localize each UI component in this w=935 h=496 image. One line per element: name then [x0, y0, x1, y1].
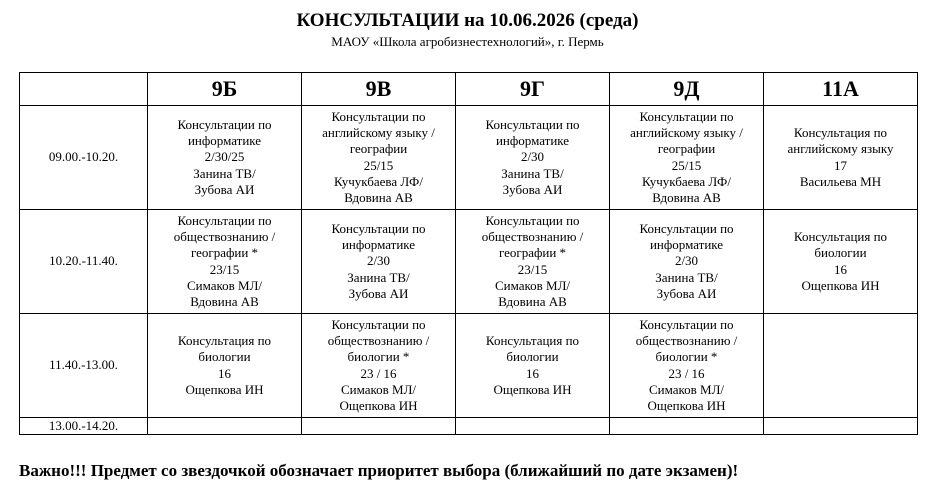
- schedule-table: [19, 72, 918, 435]
- consultation-line: Зубова АИ: [348, 285, 409, 301]
- consultation-line: Занина ТВ/: [347, 269, 410, 285]
- consultation-cell: [764, 418, 918, 435]
- consultation-line: 2/30/25: [204, 149, 245, 165]
- important-note: Важно!!! Предмет со звездочкой обозначает приоритет выбора (ближайший по дате экзамен)!: [19, 461, 739, 480]
- consultation-line: биологии: [814, 245, 867, 261]
- consultation-line: биологии: [198, 349, 251, 365]
- consultation-line: обществознанию /: [481, 229, 584, 245]
- column-header-9v: 9В: [302, 73, 456, 106]
- table-row: [20, 314, 918, 418]
- consultation-cell: [764, 106, 918, 210]
- consultation-line: английскому языку: [787, 141, 894, 157]
- consultation-cell: [610, 106, 764, 210]
- consultation-line: Консультация по: [485, 333, 580, 349]
- consultation-line: биологии *: [655, 349, 718, 365]
- consultation-line: 2/30: [674, 253, 699, 269]
- consultation-line: 23 / 16: [360, 365, 397, 381]
- consultation-line: информатике: [649, 237, 724, 253]
- consultation-line: Консультации по: [639, 108, 734, 124]
- consultation-line: Консультации по: [177, 116, 272, 132]
- column-header-9d: 9Д: [610, 73, 764, 106]
- consultation-line: Вдовина АВ: [498, 293, 567, 309]
- consultation-cell: [456, 314, 610, 418]
- consultation-line: Вдовина АВ: [190, 293, 259, 309]
- consultation-cell: [764, 314, 918, 418]
- consultation-line: Консультации по: [485, 116, 580, 132]
- consultation-line: Симаков МЛ/: [186, 277, 263, 293]
- consultation-line: информатике: [495, 133, 570, 149]
- consultation-line: 23/15: [209, 261, 240, 277]
- table-row: [20, 418, 918, 435]
- consultation-line: Кучукбаева ЛФ/: [334, 173, 423, 189]
- consultation-line: Ощепкова ИН: [339, 397, 418, 413]
- consultation-cell: [456, 418, 610, 435]
- consultation-line: Вдовина АВ: [344, 189, 413, 205]
- consultation-line: Вдовина АВ: [652, 189, 721, 205]
- consultation-cell: [302, 314, 456, 418]
- consultation-line: Зубова АИ: [502, 181, 563, 197]
- consultation-cell: [456, 210, 610, 314]
- consultation-cell: [148, 106, 302, 210]
- consultation-line: географии *: [498, 245, 567, 261]
- consultation-line: Ощепкова ИН: [647, 397, 726, 413]
- consultation-line: Консультация по: [177, 333, 272, 349]
- consultation-line: Зубова АИ: [194, 181, 255, 197]
- consultation-line: 2/30: [366, 253, 391, 269]
- consultation-line: 25/15: [363, 157, 394, 173]
- consultation-cell: [764, 210, 918, 314]
- consultation-line: биологии: [506, 349, 559, 365]
- consultation-line: информатике: [187, 133, 262, 149]
- consultation-line: Ощепкова ИН: [185, 381, 264, 397]
- page-subtitle: МАОУ «Школа агробизнестехнологий», г. Пермь: [331, 34, 604, 49]
- consultation-line: Консультации по: [639, 316, 734, 332]
- consultation-cell: [610, 418, 764, 435]
- consultation-line: 17: [834, 157, 847, 173]
- consultation-line: 16: [834, 261, 847, 277]
- consultation-cell: [148, 314, 302, 418]
- header-row: [20, 73, 918, 106]
- consultation-line: английскому языку /: [322, 125, 435, 141]
- time-slot-cell: 11.40.-13.00.: [20, 314, 148, 418]
- header-corner-cell: [20, 73, 148, 106]
- consultation-line: обществознанию /: [173, 229, 276, 245]
- consultation-line: 23/15: [517, 261, 548, 277]
- column-header-9g: 9Г: [456, 73, 610, 106]
- consultation-cell: [610, 210, 764, 314]
- consultation-line: 2/30: [520, 149, 545, 165]
- time-slot-cell: 10.20.-11.40.: [20, 210, 148, 314]
- consultation-line: Консультация по: [793, 229, 888, 245]
- consultation-cell: [302, 106, 456, 210]
- column-header-9b: 9Б: [148, 73, 302, 106]
- consultation-line: 25/15: [671, 157, 702, 173]
- time-slot-cell: 13.00.-14.20.: [20, 418, 148, 435]
- consultation-line: 23 / 16: [668, 365, 705, 381]
- consultation-line: Занина ТВ/: [501, 165, 564, 181]
- consultation-line: Консультации по: [331, 220, 426, 236]
- consultation-line: географии: [657, 141, 716, 157]
- consultation-line: 16: [526, 365, 539, 381]
- consultation-cell: [148, 210, 302, 314]
- consultation-line: Васильева МН: [799, 173, 882, 189]
- consultation-line: Ощепкова ИН: [493, 381, 572, 397]
- consultation-line: обществознанию /: [635, 333, 738, 349]
- column-header-11a: 11А: [764, 73, 918, 106]
- table-row: [20, 106, 918, 210]
- consultation-line: 16: [218, 365, 231, 381]
- consultation-cell: [302, 210, 456, 314]
- consultation-cell: [456, 106, 610, 210]
- table-row: [20, 210, 918, 314]
- consultation-line: Симаков МЛ/: [648, 381, 725, 397]
- consultation-cell: [148, 418, 302, 435]
- consultation-line: Консультации по: [485, 212, 580, 228]
- consultation-line: Симаков МЛ/: [340, 381, 417, 397]
- consultation-line: Зубова АИ: [656, 285, 717, 301]
- consultation-line: обществознанию /: [327, 333, 430, 349]
- consultation-line: Ощепкова ИН: [801, 277, 880, 293]
- consultation-cell: [610, 314, 764, 418]
- consultation-line: Симаков МЛ/: [494, 277, 571, 293]
- consultation-line: информатике: [341, 237, 416, 253]
- consultation-cell: [302, 418, 456, 435]
- consultation-line: Кучукбаева ЛФ/: [642, 173, 731, 189]
- consultation-line: Консультации по: [331, 108, 426, 124]
- page-title: КОНСУЛЬТАЦИИ на 10.06.2026 (среда): [296, 10, 639, 31]
- consultation-line: Консультации по: [639, 220, 734, 236]
- consultation-line: биологии *: [347, 349, 410, 365]
- consultation-line: географии *: [190, 245, 259, 261]
- consultation-line: английскому языку /: [630, 125, 743, 141]
- consultation-line: Консультации по: [331, 316, 426, 332]
- consultation-line: Занина ТВ/: [655, 269, 718, 285]
- consultation-line: Консультации по: [177, 212, 272, 228]
- time-slot-cell: 09.00.-10.20.: [20, 106, 148, 210]
- consultation-line: географии: [349, 141, 408, 157]
- consultation-line: Консультация по: [793, 125, 888, 141]
- consultation-line: Занина ТВ/: [193, 165, 256, 181]
